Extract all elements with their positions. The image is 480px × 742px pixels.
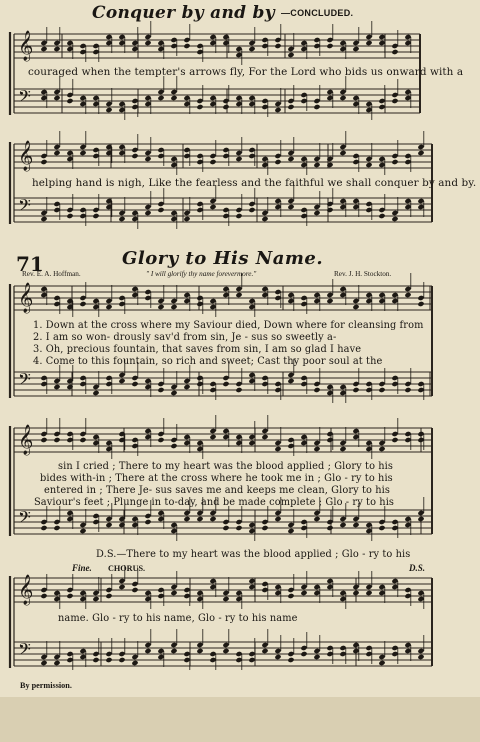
notehead xyxy=(235,387,242,393)
notehead xyxy=(378,525,385,531)
notehead xyxy=(326,207,333,213)
notehead xyxy=(170,590,177,596)
notehead xyxy=(105,593,112,599)
notehead xyxy=(287,204,294,210)
notehead xyxy=(196,104,203,110)
top-hymn-title-suffix: —CONCLUDED. xyxy=(281,8,354,18)
notehead xyxy=(105,304,112,310)
verse-line-2-4: Saviour's feet ; Plunge in to-day, and be made complete ; Glo - ry to his xyxy=(34,497,395,508)
notehead xyxy=(287,657,294,663)
notehead xyxy=(391,216,398,222)
treble-clef: 𝄞 xyxy=(18,141,34,171)
notehead xyxy=(222,648,229,654)
notehead xyxy=(365,162,372,168)
bass-clef: 𝄢 xyxy=(18,86,31,110)
treble-clef: 𝄞 xyxy=(18,425,34,455)
notehead xyxy=(287,156,294,162)
notehead xyxy=(261,648,268,654)
notehead xyxy=(118,522,125,528)
notehead xyxy=(313,210,320,216)
notehead xyxy=(287,378,294,384)
notehead xyxy=(40,46,47,52)
notehead xyxy=(313,104,320,110)
lyricist-credit: Rev. E. A. Hoffman. xyxy=(22,270,81,278)
notehead xyxy=(339,446,346,452)
notehead xyxy=(105,107,112,113)
hymn-number: 71 xyxy=(16,252,44,276)
notehead xyxy=(287,593,294,599)
notehead xyxy=(274,159,281,165)
verse-line-2-2: bides with-in ; There at the cross where he took me in ; Glo - ry to his xyxy=(40,473,393,484)
top-lyric-line-2: helping hand is nigh, Like the fearless and the faithful we shall conquer by and by. xyxy=(32,177,477,189)
notehead xyxy=(261,216,268,222)
top-hymn-title: Conquer by and by xyxy=(92,3,275,23)
notehead xyxy=(235,292,242,298)
notehead xyxy=(287,104,294,110)
epigraph: " I will glorify thy name forevermore." xyxy=(146,270,257,278)
notehead xyxy=(183,384,190,390)
notehead xyxy=(352,304,359,310)
notehead xyxy=(131,381,138,387)
fine-marker: Fine. xyxy=(72,563,92,573)
notehead xyxy=(144,648,151,654)
hymn-title: Glory to His Name. xyxy=(122,248,324,269)
notehead xyxy=(157,437,164,443)
notehead xyxy=(40,525,47,531)
notehead xyxy=(105,522,112,528)
notehead xyxy=(40,593,47,599)
verse-line-1-1: 1. Down at the cross where my Saviour died, Down where for cleansing from xyxy=(33,320,424,331)
notehead xyxy=(157,207,164,213)
notehead xyxy=(313,516,320,522)
notehead xyxy=(209,434,216,440)
notehead xyxy=(53,95,60,101)
notehead xyxy=(92,213,99,219)
notehead xyxy=(365,40,372,46)
notehead xyxy=(326,162,333,168)
notehead xyxy=(144,519,151,525)
notehead xyxy=(274,107,281,113)
composer-credit: Rev. J. H. Stockton. xyxy=(334,270,392,278)
notehead xyxy=(222,525,229,531)
notehead xyxy=(66,213,73,219)
notehead xyxy=(222,596,229,602)
verse-line-2-1: sin I cried ; There to my heart was the blood applied ; Glory to his xyxy=(58,461,394,472)
notehead xyxy=(378,213,385,219)
notehead xyxy=(79,528,86,534)
notehead xyxy=(339,95,346,101)
notehead xyxy=(183,516,190,522)
notehead xyxy=(378,387,385,393)
notehead xyxy=(365,590,372,596)
notehead xyxy=(300,651,307,657)
notehead xyxy=(391,437,398,443)
notehead xyxy=(79,150,86,156)
notehead xyxy=(40,437,47,443)
notehead xyxy=(92,657,99,663)
verse-line-1-3: 3. Oh, precious fountain, that saves from sin, I am so glad I have xyxy=(33,344,362,355)
notehead xyxy=(118,657,125,663)
notehead xyxy=(391,98,398,104)
notehead xyxy=(170,95,177,101)
notehead xyxy=(53,46,60,52)
notehead xyxy=(352,46,359,52)
notehead xyxy=(53,660,60,666)
notehead xyxy=(209,516,216,522)
notehead xyxy=(404,387,411,393)
page-bottom-edge xyxy=(0,697,480,742)
bass-clef: 𝄢 xyxy=(18,369,31,393)
notehead xyxy=(287,52,294,58)
notehead xyxy=(170,390,177,396)
permission-note: By permission. xyxy=(20,681,72,690)
notehead xyxy=(339,522,346,528)
notehead xyxy=(53,525,60,531)
ds-marker: D.S. xyxy=(409,563,426,573)
notehead xyxy=(170,648,177,654)
notehead xyxy=(118,584,125,590)
notehead xyxy=(53,150,60,156)
notehead xyxy=(66,98,73,104)
notehead xyxy=(157,387,164,393)
bass-clef: 𝄢 xyxy=(18,507,31,531)
notehead xyxy=(313,654,320,660)
notehead xyxy=(131,587,138,593)
notehead xyxy=(92,390,99,396)
notehead xyxy=(222,381,229,387)
notehead xyxy=(235,156,242,162)
verse-line-2-3: entered in ; There Je- sus saves me and keeps me clean, Glory to his xyxy=(44,485,390,496)
notehead xyxy=(40,216,47,222)
notehead xyxy=(274,446,281,452)
notehead xyxy=(391,159,398,165)
notehead xyxy=(313,162,320,168)
notehead xyxy=(144,40,151,46)
notehead xyxy=(105,657,112,663)
notehead xyxy=(144,210,151,216)
notehead xyxy=(222,104,229,110)
bass-clef: 𝄢 xyxy=(18,195,31,219)
notehead xyxy=(391,49,398,55)
notehead xyxy=(66,384,73,390)
notehead xyxy=(352,590,359,596)
notehead xyxy=(235,213,242,219)
notehead xyxy=(131,660,138,666)
notehead xyxy=(339,150,346,156)
notehead xyxy=(66,593,73,599)
notehead xyxy=(287,528,294,534)
notehead xyxy=(209,159,216,165)
notehead xyxy=(157,304,164,310)
notehead xyxy=(118,378,125,384)
notehead xyxy=(248,207,255,213)
verse-line-1-4: 4. Come to this fountain, so rich and sweet; Cast thy poor soul at the xyxy=(33,356,383,367)
notehead xyxy=(118,216,125,222)
treble-clef: 𝄞 xyxy=(18,283,34,313)
notehead xyxy=(274,43,281,49)
notehead xyxy=(313,446,320,452)
notehead xyxy=(40,660,47,666)
notehead xyxy=(326,43,333,49)
notehead xyxy=(326,525,333,531)
notehead xyxy=(183,216,190,222)
notehead xyxy=(313,387,320,393)
notehead xyxy=(53,437,60,443)
top-lyric-line-1: couraged when the tempter's arrows fly, For the Lord who bids us onward with a xyxy=(28,66,464,78)
notehead xyxy=(79,301,86,307)
notehead xyxy=(326,298,333,304)
notehead xyxy=(92,596,99,602)
notehead xyxy=(378,660,385,666)
notehead xyxy=(417,516,424,522)
notehead xyxy=(196,516,203,522)
notehead xyxy=(183,43,190,49)
notehead xyxy=(404,292,411,298)
verse-line-1-2: 2. I am so won- drously sav'd from sin, Je - sus so sweetly a- xyxy=(33,332,337,343)
notehead xyxy=(261,434,268,440)
notehead xyxy=(170,304,177,310)
notehead xyxy=(196,648,203,654)
notehead xyxy=(352,387,359,393)
notehead xyxy=(79,437,86,443)
notehead xyxy=(131,153,138,159)
notehead xyxy=(248,46,255,52)
notehead xyxy=(157,95,164,101)
treble-clef: 𝄞 xyxy=(18,31,34,61)
notehead xyxy=(235,525,242,531)
notehead xyxy=(170,443,177,449)
notehead xyxy=(144,156,151,162)
chorus-label: CHORUS. xyxy=(108,564,146,573)
bass-clef: 𝄢 xyxy=(18,639,31,663)
notehead xyxy=(352,522,359,528)
notehead xyxy=(53,384,60,390)
notehead xyxy=(417,301,424,307)
notehead xyxy=(378,446,385,452)
notehead xyxy=(209,204,216,210)
notehead xyxy=(40,159,47,165)
chorus-lyric: name. Glo - ry to his name, Glo - ry to his name xyxy=(58,613,298,624)
notehead xyxy=(274,516,281,522)
ds-lyric-line: D.S.—There to my heart was the blood applied ; Glo - ry to his xyxy=(96,549,411,560)
notehead xyxy=(274,654,281,660)
notehead xyxy=(300,590,307,596)
notehead xyxy=(417,654,424,660)
notehead xyxy=(261,525,268,531)
treble-clef: 𝄞 xyxy=(18,575,34,605)
notehead xyxy=(417,150,424,156)
